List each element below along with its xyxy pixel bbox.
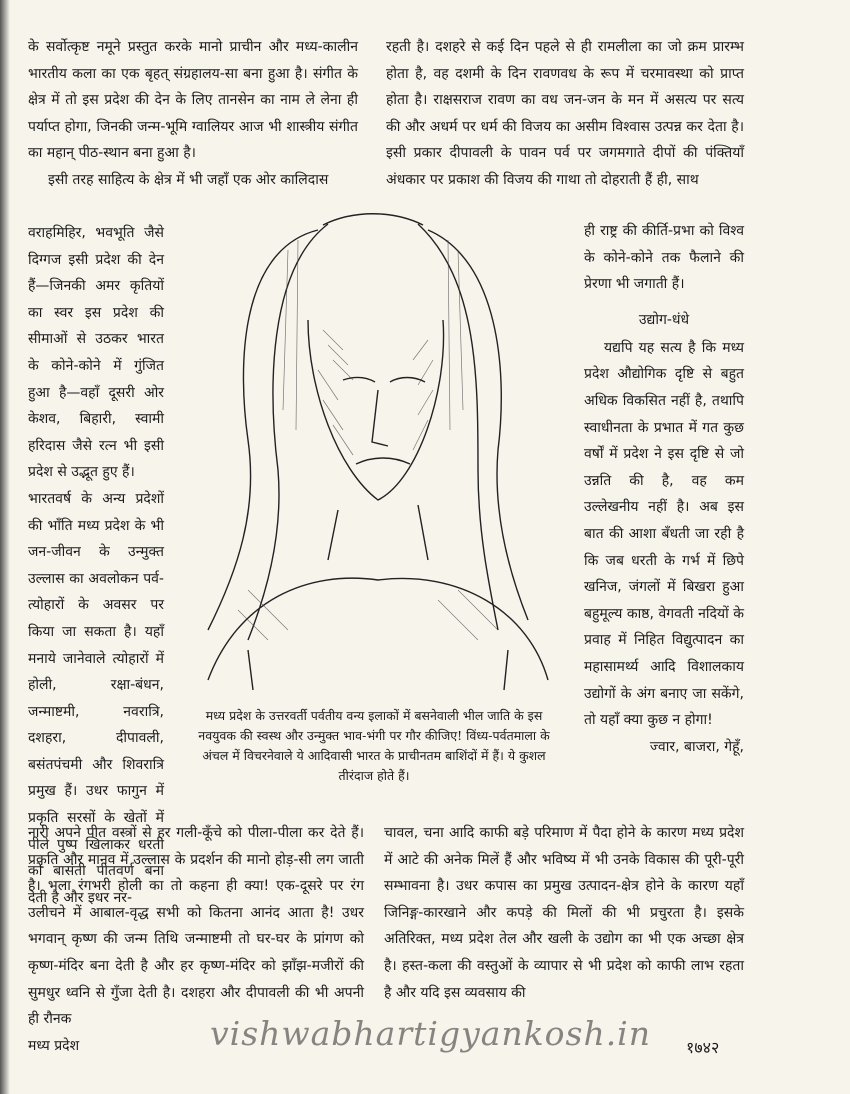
- paragraph-diwali-end: ही राष्ट्र की कीर्ति-प्रभा को विश्व के कोने-कोने तक फैलाने की प्रेरणा भी जगाती हैं।: [584, 223, 744, 293]
- right-column-bottom: [384, 820, 744, 1006]
- left-column-wrap: [28, 220, 164, 911]
- paragraph-dussehra-diwali: रहती है। दशहरे से कई दिन पहले से ही रामलीला का जो क्रम प्रारम्भ होता है, वह दशमी के दिन रावणवध के रूप में चरमावस्था को प्राप्त होता है। राक्षसराज रावण का वध जन-जन के मन में असत्य पर सत्य की और अधर्म पर धर्म की विजय का असीम विश्वास उत्पन्न कर देता है। इसी प्रकार दीपावली के पावन पर्व पर जगमगाते दीपों की पंक्तियाँ अंधकार पर प्रकाश की विजय की गाथा तो दोहराती हैं ही, साथ: [386, 39, 744, 188]
- paragraph-industries: यद्यपि यह सत्य है कि मध्य प्रदेश औद्योगिक दृष्टि से बहुत अधिक विकसित नहीं है, तथापि स्वाधीनता के प्रभात में गत कुछ वर्षों में प्रदेश ने इस दृष्टि से जो उन्नति की है, वह कम उल्लेखनीय नहीं है। अब इस बात की आशा बँधती जा रही है कि जब धरती के गर्भ में छिपे खनिज, जंगलों में बिखरा हुआ बहुमूल्य काष्ठ, वेगवती नदियों के प्रवाह में निहित विद्युत्पादन का महासामर्थ्य आदि विशालकाय उद्योगों के अंग बनाए जा सकेंगे, तो यहाँ क्या कुछ न होगा!: [584, 339, 744, 729]
- paragraph-mills: चावल, चना आदि काफी बड़े परिमाण में पैदा होने के कारण मध्य प्रदेश में आटे की अनेक मिलें हैं और भविष्य में भी उनके विकास की पूरी-पूरी सम्भावना है। उधर कपास का प्रमुख उत्पादन-क्षेत्र होने के कारण यहाँ जिनिङ्ग-कारखाने और कपड़े की मिलों की भी प्रचुरता है। इसके अतिरिक्त, मध्य प्रदेश तेल और खली के उद्योग का भी एक अच्छा क्षेत्र है। हस्त-कला की वस्तुओं के व्यापार से भी प्रदेश को काफी लाभ रहता है और यदि इस व्यवसाय की: [384, 825, 744, 1001]
- right-column-wrap: [584, 218, 744, 760]
- paragraph-literature: वराहमिहिर, भवभूति जैसे दिग्गज इसी प्रदेश की देन हैं—जिनकी अमर कृतियों का स्वर इस प्रदेश की सीमाओं से उठकर भारत के कोने-कोने में गुंजित हुआ है—वहाँ दूसरी ओर केशव, बिहारी, स्वामी हरिदास जैसे रत्न भी इसी प्रदेश से उद्भूत हुए हैं।: [28, 225, 164, 481]
- section-heading-industries: उद्योग-धंधे: [638, 311, 690, 328]
- website-watermark: vishwabhartigyankosh.in: [210, 1014, 651, 1053]
- left-column-bottom: [28, 820, 364, 1033]
- page-edge-shadow: [0, 0, 10, 1094]
- paragraph-holi-janmashtami: नारी अपने पीत वस्त्रों से हर गली-कूँचे को पीला-पीला कर देते हैं। प्रकृति और मानव में उल्लास के प्रदर्शन की मानो होड़-सी लग जाती है। भला रंगभरी होली का तो कहना ही क्या! एक-दूसरे पर रंग उलीचने में आबाल-वृद्ध सभी को कितना आनंद आता है! उधर भगवान् कृष्ण की जन्म तिथि जन्माष्टमी तो घर-घर के प्रांगण को कृष्ण-मंदिर बना देती है और हर कृष्ण-मंदिर को झाँझ-मजीरों की सुमधुर ध्वनि से गुँजा देती है। दशहरा और दीपावली की भी अपनी ही रौनक: [28, 825, 364, 1028]
- paragraph-art-music: के सर्वोत्कृष्ट नमूने प्रस्तुत करके मानो प्राचीन और मध्य-कालीन भारतीय कला का एक बृहत् संग्रहालय-सा बना हुआ है। संगीत के क्षेत्र में तो इस प्रदेश की देन के लिए तानसेन का नाम ले लेना ही पर्याप्त होगा, जिनकी जन्म-भूमि ग्वालियर आज भी शास्त्रीय संगीत का महान् पीठ-स्थान बना हुआ है।: [28, 39, 358, 162]
- left-column-top: [28, 34, 358, 194]
- paragraph-festivals: भारतवर्ष के अन्य प्रदेशों की भाँति मध्य प्रदेश के भी जन-जीवन के उन्मुक्त उल्लास का अवलोकन पर्व-त्योहारों के अवसर पर किया जा सकता है। यहाँ मनाये जानेवाले त्योहारों में होली, रक्षा-बंधन, जन्माष्टमी, नवरात्रि, दशहरा, दीपावली, बसंतपंचमी और शिवरात्रि प्रमुख हैं। उधर फागुन में प्रकृति सरसों के खेतों में पीले पुष्प खिलाकर धरती को बासंती पीतवर्ण बना देती है और इधर नर-: [28, 490, 164, 906]
- figure-caption: मध्य प्रदेश के उत्तरवर्ती पर्वतीय वन्य इलाकों में बसनेवाली भील जाति के इस नवयुवक की स्वस्थ और उन्मुक्त भाव-भंगी पर गौर कीजिए! विंध्य-पर्वतमाला के अंचल में विचरनेवाले ये आदिवासी भारत के प्राचीनतम बाशिंदों में हैं। ये कुशल तीरंदाज होते हैं।: [198, 708, 550, 783]
- running-footer-section: मध्य प्रदेश: [28, 1038, 80, 1054]
- right-column-top: [386, 34, 744, 194]
- paragraph-crops-start: ज्वार, बाजरा, गेहूँ,: [649, 738, 744, 755]
- paragraph-literature-intro: इसी तरह साहित्य के क्षेत्र में भी जहाँ एक ओर कालिदास: [48, 171, 329, 188]
- bhil-youth-illustration: [178, 210, 568, 700]
- page-number: १७४२: [686, 1038, 720, 1057]
